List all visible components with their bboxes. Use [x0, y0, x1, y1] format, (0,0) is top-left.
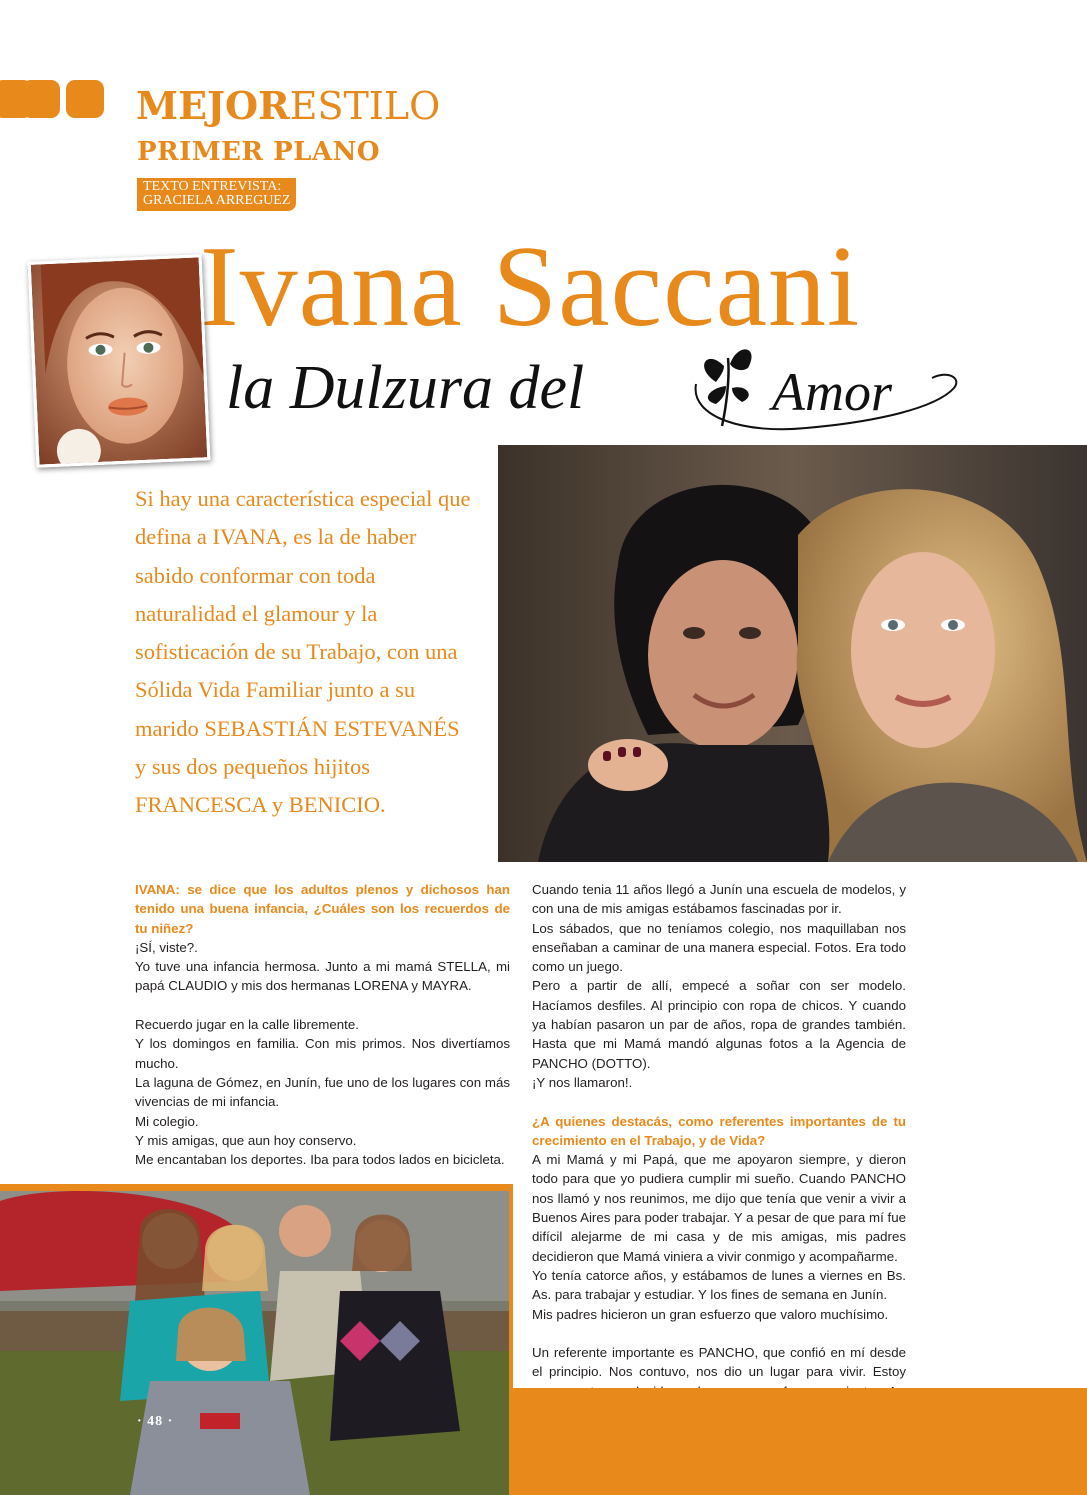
answer-2-line-3: Mis padres hicieron un gran esfuerzo que valoro muchísimo. — [532, 1306, 889, 1322]
footer-orange-block — [513, 1388, 1087, 1495]
answer-1-cont-3: Pero a partir de allí, empecé a soñar con ser modelo. Hacíamos desfiles. Al principio con ropa de chicos. Y cuando ya habían pasaron un par de años, ropa de grandes también. Hasta que mi Mamá mandó algunas fotos a la Agencia de PANCHO (DOTTO). — [532, 978, 906, 1071]
answer-2-line-2: Yo tenía catorce años, y estábamos de lunes a viernes en Bs. As. para trabajar y estudiar. Y los fines de semana en Junín. — [532, 1267, 906, 1303]
answer-2-line-1: A mi Mamá y mi Papá, que me apoyaron siempre, y dieron todo para que yo pudiera cumplir mi sueño. Cuando PANCHO nos llamó y nos reunimos, me dijo que tenía que venir a vivir a Buenos Aires para poder trabajar. Y a pesar de que para mí fue difícil alejarme de mi casa y de mis amigas, mis padres decidieron que Mamá viniera a vivir conmigo y acompañarme. — [532, 1152, 906, 1264]
question-2: ¿A quienes destacás, como referentes importantes de tu crecimiento en el Trabajo, y de Vida? — [532, 1113, 906, 1148]
amor-script-logo — [686, 338, 961, 438]
answer-1-line-7: Y mis amigas, que aun hoy conservo. — [135, 1132, 357, 1148]
paragraph-gap — [532, 1324, 906, 1343]
answer-1-line-4: Y los domingos en familia. Con mis primos. Nos divertíamos mucho. — [135, 1036, 510, 1071]
answer-1-line-8: Me encantaban los deportes. Iba para todos lados en bicicleta. — [135, 1152, 505, 1168]
article-column-1 — [135, 880, 510, 1169]
answer-1-cont-1: Cuando tenia 11 años llegó a Junín una escuela de modelos, y con una de mis amigas estábamos fascinadas por ir. — [532, 882, 906, 917]
credit-line-1: TEXTO ENTREVISTA: — [143, 179, 282, 194]
answer-1-cont-4: ¡Y nos llamaron!. — [532, 1074, 633, 1090]
answer-1-line-2: Yo tuve una infancia hermosa. Junto a mi mamá STELLA, mi papá CLAUDIO y mis dos hermanas LORENA y MAYRA. — [135, 959, 510, 994]
answer-1-line-6: Mi colegio. — [135, 1113, 199, 1129]
author-credit — [137, 178, 296, 211]
answer-1-line-5: La laguna de Gómez, en Junín, fue uno de los lugares con más vivencias de mi infancia. — [135, 1074, 510, 1110]
article-column-2 — [532, 880, 906, 1401]
family-image — [0, 1191, 509, 1495]
answer-1-cont-2: Los sábados, que no teníamos colegio, nos maquillaban nos enseñaban a caminar de una manera especial. Fotos. Era todo como un juego. — [532, 920, 906, 975]
headline-tagline: la Dulzura del — [226, 354, 585, 422]
header-tab-2 — [22, 80, 60, 118]
couple-image — [498, 445, 1087, 862]
kicker-bold: MEJOR — [136, 83, 290, 128]
answer-1-line-3: Recuerdo jugar en la calle libremente. — [135, 1017, 359, 1033]
headline-name: Ivana Saccani — [200, 223, 861, 351]
header-tab-3 — [66, 80, 104, 118]
paragraph-gap — [135, 996, 510, 1015]
credit-line-2: GRACIELA ARREGUEZ — [143, 193, 291, 208]
family-photo — [0, 1191, 509, 1495]
magazine-section-kicker — [136, 84, 440, 128]
paragraph-gap — [532, 1092, 906, 1111]
page-number: · 48 · — [137, 1414, 174, 1429]
amor-word: Amor — [772, 362, 892, 422]
answer-1-line-1: ¡SÍ, viste?. — [135, 939, 198, 955]
portrait-photo — [28, 254, 211, 467]
question-1: IVANA: se dice que los adultos plenos y dichosos han tenido una buena infancia, ¿Cuáles son los recuerdos de tu niñez? — [135, 882, 510, 936]
kicker-light: ESTILO — [289, 84, 441, 128]
couple-photo — [498, 445, 1087, 862]
portrait-image — [31, 257, 208, 464]
answer-2-line-4: Un referente importante es PANCHO, que confió en mí desde el principio. Nos contuvo, nos dio un lugar para vivir. Estoy — [532, 1345, 906, 1380]
intro-paragraph: Si hay una característica especial que defina a IVANA, es la de haber sabido conformar con toda naturalidad el glamour y la sofisticación de su Trabajo, con una Sólida Vida Familiar junto a su marido SEBASTIÁN ESTEVANÉS y sus dos pequeños hijitos FRANCESCA y BENICIO. — [135, 486, 471, 818]
section-title: PRIMER PLANO — [137, 137, 380, 167]
